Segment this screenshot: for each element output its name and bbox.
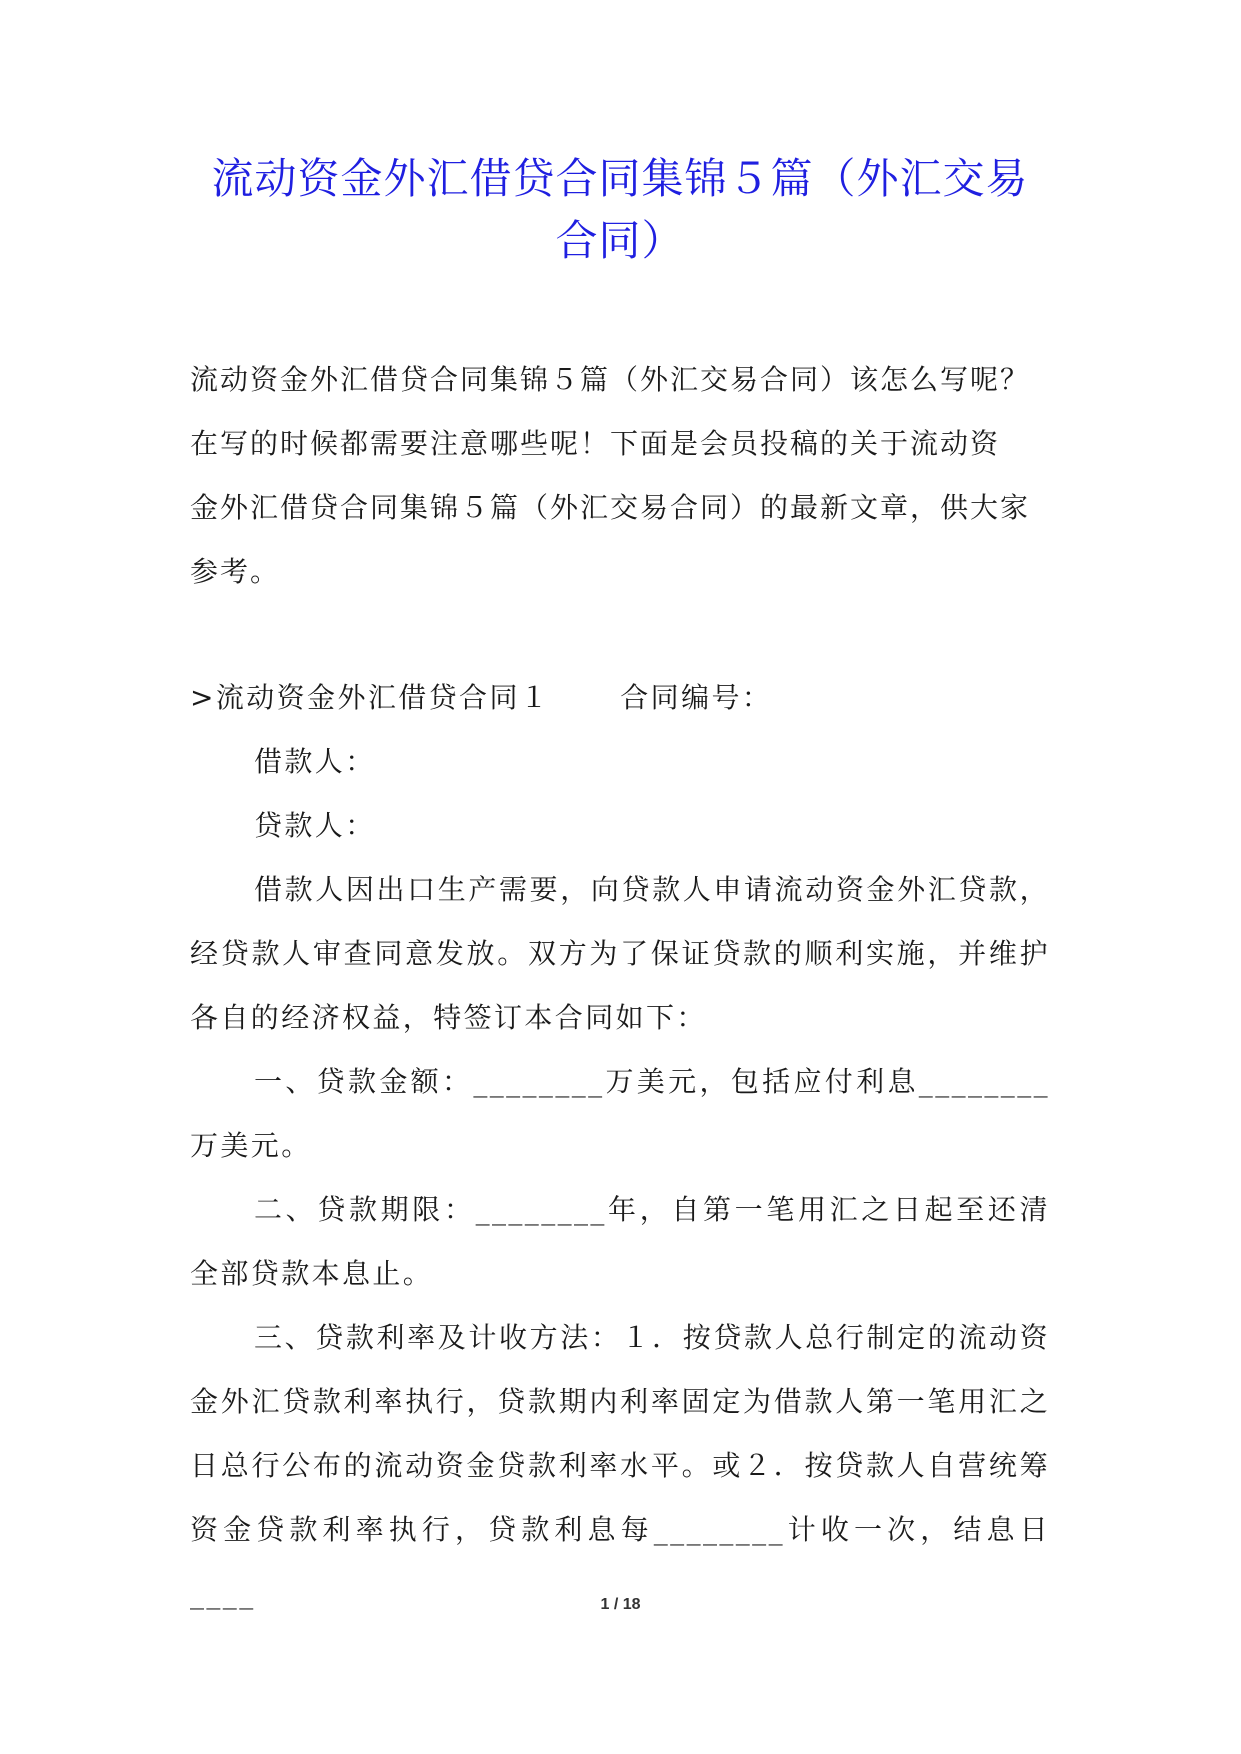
- clause-loan-amount: 一、贷款金额：________万美元，包括应付利息________万美元。: [190, 1065, 1050, 1162]
- contract-section: [190, 666, 1050, 1626]
- contract-number-label: 合同编号：: [620, 681, 773, 714]
- section-heading-line: [190, 666, 1050, 730]
- section-heading: >流动资金外汇借贷合同１: [190, 681, 551, 714]
- preamble-paragraph: 借款人因出口生产需要，向贷款人申请流动资金外汇贷款，经贷款人审查同意发放。双方为了保证贷款的顺利实施，并维护各自的经济权益，特签订本合同如下：: [190, 873, 1050, 1034]
- clause-interest-rate: 三、贷款利率及计收方法：１．按贷款人总行制定的流动资金外汇贷款利率执行，贷款期内利率固定为借款人第一笔用汇之日总行公布的流动资金贷款利率水平。或２．按贷款人自营统筹资金贷款利率执行，贷款利息每________计收一次，结息日____: [190, 1321, 1050, 1610]
- intro-line: 在写的时候都需要注意哪些呢！下面是会员投稿的关于流动资: [190, 427, 1001, 460]
- intro-line: 金外汇借贷合同集锦５篇（外汇交易合同）的最新文章，供大家: [190, 491, 1031, 524]
- intro-line: 参考。: [190, 555, 281, 588]
- page-number: 1 / 18: [600, 1596, 641, 1613]
- lender-label: 贷款人：: [254, 809, 376, 842]
- document-title: [170, 148, 1070, 272]
- borrower-label: 借款人：: [254, 745, 376, 778]
- intro-line: 流动资金外汇借贷合同集锦５篇（外汇交易合同）该怎么写呢？: [190, 363, 1031, 396]
- title-line-2: 合同）: [555, 216, 685, 265]
- intro-paragraph: [190, 348, 1050, 604]
- title-line-1: 流动资金外汇借贷合同集锦５篇（外汇交易: [211, 154, 1029, 203]
- clause-loan-term: 二、贷款期限：________年，自第一笔用汇之日起至还清全部贷款本息止。: [190, 1193, 1050, 1290]
